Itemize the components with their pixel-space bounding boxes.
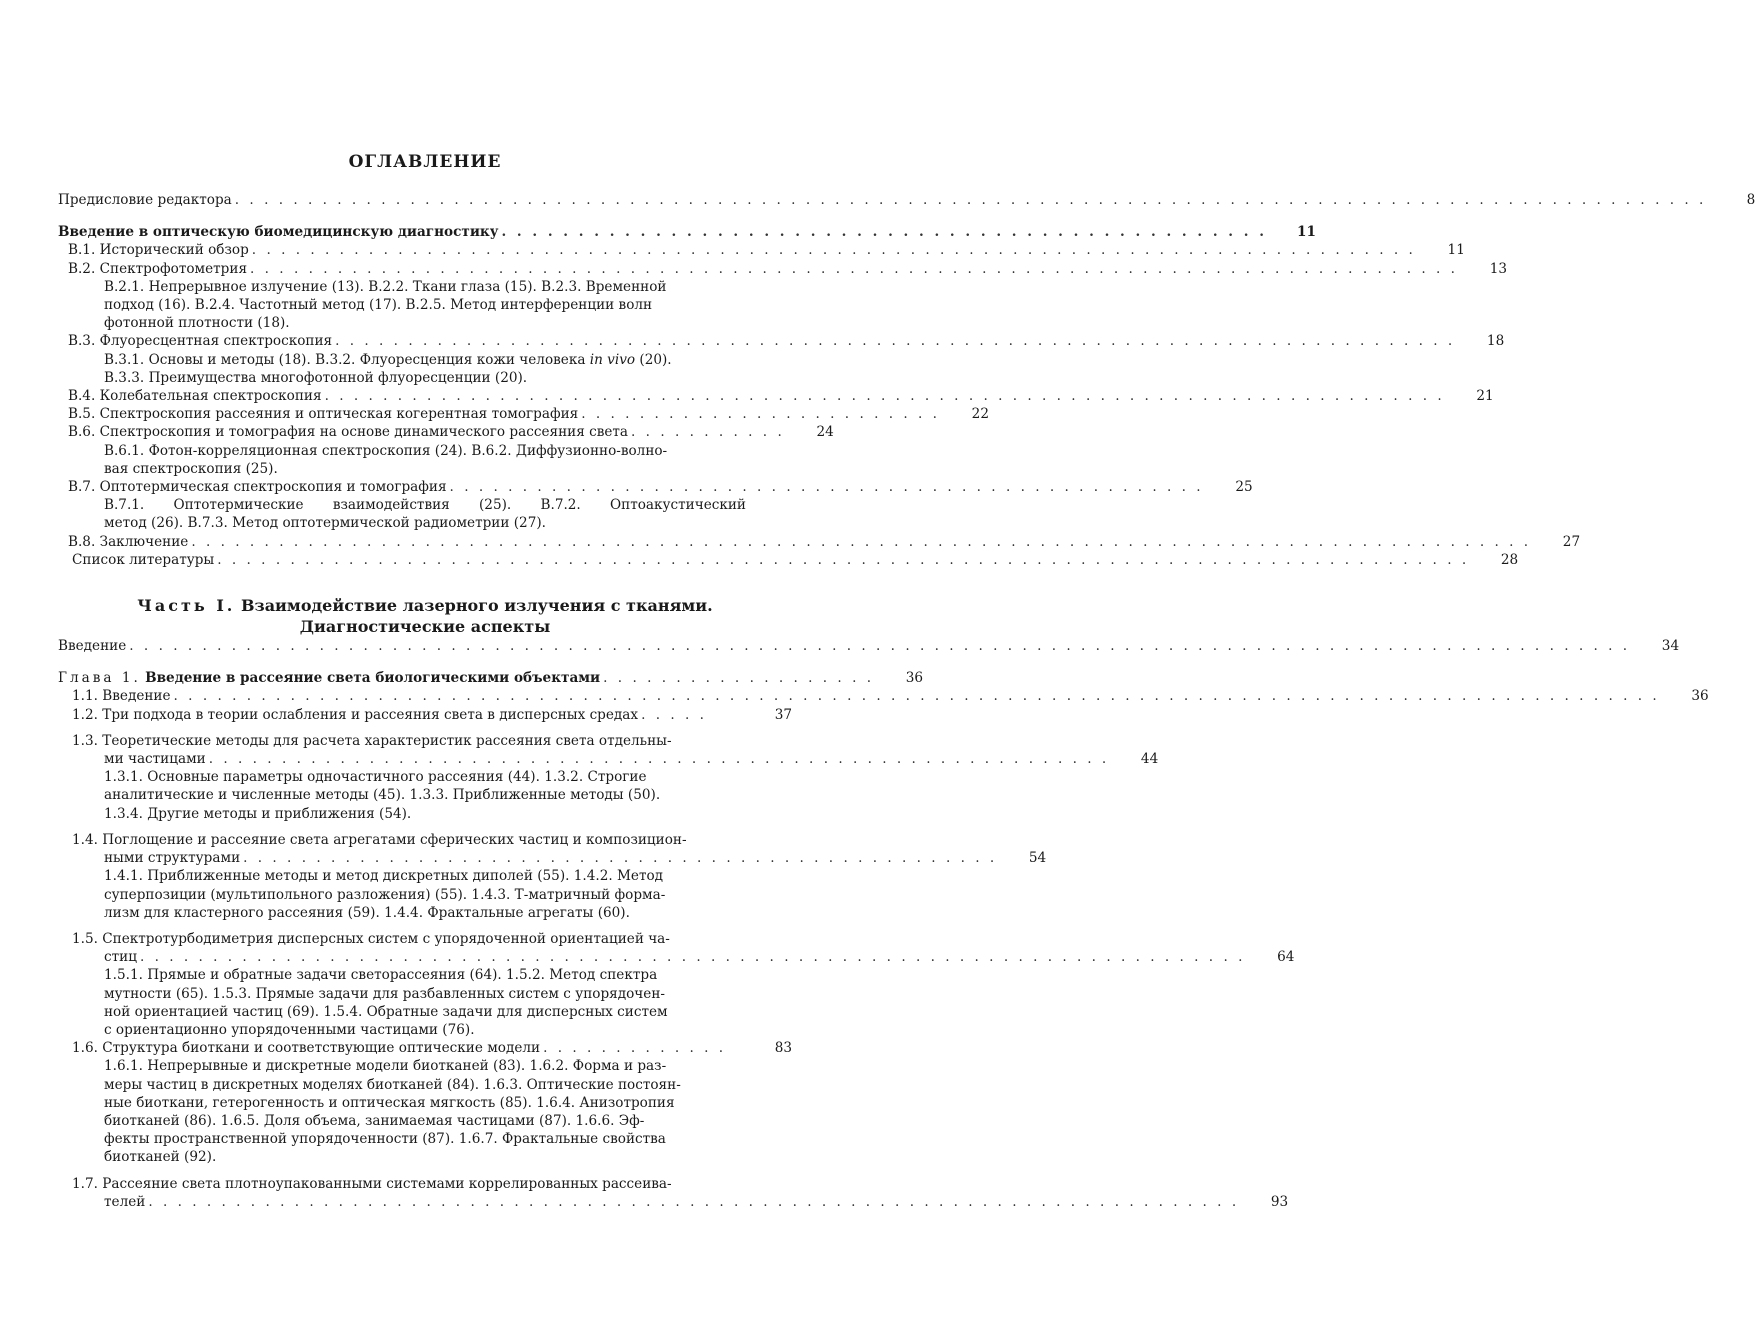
page-number: 83: [774, 1040, 792, 1057]
leader-dots: . . . . .: [641, 706, 707, 723]
toc-entry-b3[interactable]: В.3. Флуоресцентная спектроскопия . . . . . . . . . . . . . . . . . . . . . . . . . . . . . . . . . . . . . . . . . . . . . . . . . . . . . . . . . . . . . . . . . . . . . . . . . . . . . 18: [68, 333, 1505, 350]
page-number: 36: [905, 670, 924, 687]
toc-entry-1-4[interactable]: 1.4. Поглощение и рассеяние света агрегатами сферических частиц и композицион- ными структурами . . . . . . . . . . . . . . . . . . . . . . . . . . . . . . . . . . . . . . . . . . . . . . . . . . . . 54: [72, 831, 1047, 867]
toc-entry-1-3[interactable]: 1.3. Теоретические методы для расчета характеристик рассеяния света отдельны- ми частицами . . . . . . . . . . . . . . . . . . . . . . . . . . . . . . . . . . . . . . . . . . . . . . . . . . . . . . . . . . . . . . 44: [72, 732, 1159, 768]
toc-subsections-b2: В.2.1. Непрерывное излучение (13). В.2.2. Ткани глаза (15). В.2.3. Временной подход (16). В.2.4. Частотный метод (17). В.2.5. Метод интерференции волн фотонной плотности (18).: [104, 278, 667, 332]
page-number: 93: [1270, 1193, 1289, 1210]
page-number: 34: [1661, 638, 1680, 655]
leader-dots: . . . . . . . . . . . . .: [543, 1040, 727, 1057]
toc-entry-1-6[interactable]: 1.6. Структура биоткани и соответствующие оптические модели . . . . . . . . . . . . . 83: [72, 1040, 792, 1057]
toc-subsections-b7: В.7.1. Оптотермические взаимодействия (25). В.7.2. Оптоакустический метод (26). В.7.3. Метод оптотермической радиометрии (27).: [104, 497, 746, 532]
toc-entry-b4[interactable]: В.4. Колебательная спектроскопия . . . . . . . . . . . . . . . . . . . . . . . . . . . . . . . . . . . . . . . . . . . . . . . . . . . . . . . . . . . . . . . . . . . . . . . . . . . . . 21: [68, 388, 1494, 405]
page-number: 11: [1297, 224, 1316, 241]
leader-dots: . . . . . . . . . . . . . . . . . . . . . . . . . . . . . . . . . . . . . . . . . . . . . . . . . . . . . . . . . . . . . . . . . . . . . . . . . . . . . . . . . . . . . .: [217, 551, 1470, 568]
page-number: 18: [1486, 333, 1505, 350]
leader-dots: . . . . . . . . . . . . . . . . . . . . . . . . . . . . . . . . . . . . . . . . . . . . . . . . . . . . . . . . . . . . . . . . . . . . . . . . . . . . .: [335, 333, 1456, 350]
leader-dots: . . . . . . . . . . . . . . . . . . . . . . . . . . . . . . . . . . . . . . . . . . . . . . . . . . . . . . . . . . . . . . . . . . . . . . . . . . . . . . . . . . . . . . . . . . . . . . . . . . . . . .: [173, 688, 1660, 705]
toc-entry-b1[interactable]: В.1. Исторический обзор . . . . . . . . . . . . . . . . . . . . . . . . . . . . . . . . . . . . . . . . . . . . . . . . . . . . . . . . . . . . . . . . . . . . . . . . . . . . . . . . 11: [68, 242, 1465, 259]
toc-subsections-1-4: 1.4.1. Приближенные методы и метод дискретных диполей (55). 1.4.2. Метод суперпозиции (мультипольного разложения) (55). 1.4.3. Т-матричный форма- лизм для кластерного рассеяния (59). 1.4.4. Фрактальные агрегаты (60).: [104, 868, 666, 921]
toc-entry-chapter-1[interactable]: Глава 1. Введение в рассеяние света биологическими объектами . . . . . . . . . . . . . . . . . . . 36: [58, 670, 924, 687]
leader-dots: . . . . . . . . . . . . . . . . . . . . . . . . . . . . . . . . . . . . . . . . . . . . . . . . . . . . . . . . . . . . . . . . . . . . . . . . . . . . . . . . . . .: [250, 260, 1458, 277]
leader-dots: . . . . . . . . . . . . . . . . . . . . . . . . . . . . . . . . . . . . . . . . . . . . . . . . . . . . . . . . . . . . . .: [208, 751, 1110, 768]
toc-entry-part-intro[interactable]: Введение . . . . . . . . . . . . . . . . . . . . . . . . . . . . . . . . . . . . . . . . . . . . . . . . . . . . . . . . . . . . . . . . . . . . . . . . . . . . . . . . . . . . . . . . . . . . . . . . . . . . . . . 34: [58, 638, 1680, 655]
toc-entry-references[interactable]: Список литературы . . . . . . . . . . . . . . . . . . . . . . . . . . . . . . . . . . . . . . . . . . . . . . . . . . . . . . . . . . . . . . . . . . . . . . . . . . . . . . . . . . . . . . 28: [72, 551, 1519, 568]
toc-entry-1-2[interactable]: 1.2. Три подхода в теории ослабления и рассеяния света в дисперсных средах . . . . . 37: [72, 706, 792, 723]
page-number: 8: [1746, 192, 1755, 208]
page-number: 64: [1277, 949, 1295, 966]
leader-dots: . . . . . . . . . . . . . . . . . . . . . . . . . . . . . . . . . . . . . . . . . . . . . . . . . .: [501, 224, 1267, 241]
toc-page: [58, 150, 1755, 1211]
toc-entry-1-7[interactable]: 1.7. Рассеяние света плотноупакованными системами коррелированных рассеива- телей . . . . . . . . . . . . . . . . . . . . . . . . . . . . . . . . . . . . . . . . . . . . . . . . . . . . . . . . . . . . . . . . . . . . . . . . . . . 93: [72, 1175, 1289, 1210]
page-number: 22: [971, 406, 989, 423]
leader-dots: . . . . . . . . . . . . . . . . . . . . . . . . . . . . . . . . . . . . . . . . . . . . . . . . . . . .: [449, 479, 1204, 496]
leader-dots: . . . . . . . . . . . . . . . . . . . . . . . . . . . . . . . . . . . . . . . . . . . . . . . . . . . . . . . . . . . . . . . . . . . . . . . . . . . . . . . .: [251, 242, 1416, 259]
leader-dots: . . . . . . . . . . . . . . . . . . . . . . . . .: [581, 406, 940, 423]
toc-subsections-b6: В.6.1. Фотон-корреляционная спектроскопия (24). В.6.2. Диффузионно-волно- вая спектроскопия (25).: [104, 442, 668, 477]
toc-entry-b5[interactable]: В.5. Спектроскопия рассеяния и оптическая когерентная томография . . . . . . . . . . . . . . . . . . . . . . . . . 22: [68, 406, 989, 423]
page-title: ОГЛАВЛЕНИЕ: [348, 152, 502, 172]
page-number: 11: [1447, 242, 1465, 259]
leader-dots: . . . . . . . . . . . . . . . . . . . . . . . . . . . . . . . . . . . . . . . . . . . . . . . . . . . .: [243, 850, 998, 867]
page-number: 27: [1562, 533, 1581, 550]
toc-subsections-1-6: 1.6.1. Непрерывные и дискретные модели биотканей (83). 1.6.2. Форма и раз- меры частиц в дискретных моделях биотканей (84). 1.6.3. Оптические постоян- ные биоткани, гетерогенность и оптическая мягкость (85). 1.6.4. Анизотропия биотканей (86). 1.6.5. Доля объема, занимаемая частицами (87). 1.6.6. Эф- фекты пространственной упорядоченности (87). 1.6.7. Фрактальные свойства биотканей (92).: [104, 1058, 681, 1166]
toc-subsections-b3: В.3.1. Основы и методы (18). В.3.2. Флуоресценция кожи человека in vivo (20). В.3.3. Преимущества многофотонной флуоресценции (20).: [104, 351, 672, 386]
page-number: 28: [1500, 551, 1519, 568]
toc-entry-intro-title[interactable]: Введение в оптическую биомедицинскую диагностику . . . . . . . . . . . . . . . . . . . . . . . . . . . . . . . . . . . . . . . . . . . . . . . . . . 11: [58, 224, 1316, 241]
page-number: 13: [1489, 260, 1507, 277]
toc-entry-b6[interactable]: В.6. Спектроскопия и томография на основе динамического рассеяния света . . . . . . . . . . . 24: [68, 424, 834, 441]
toc-entry-b8[interactable]: В.8. Заключение . . . . . . . . . . . . . . . . . . . . . . . . . . . . . . . . . . . . . . . . . . . . . . . . . . . . . . . . . . . . . . . . . . . . . . . . . . . . . . . . . . . . . . . . . . . . 27: [68, 533, 1581, 550]
toc-subsections-1-3: 1.3.1. Основные параметры одночастичного рассеяния (44). 1.3.2. Строгие аналитические и численные методы (45). 1.3.3. Приближенные методы (50). 1.3.4. Другие методы и приближения (54).: [104, 769, 661, 822]
toc-entry-b7[interactable]: В.7. Оптотермическая спектроскопия и томография . . . . . . . . . . . . . . . . . . . . . . . . . . . . . . . . . . . . . . . . . . . . . . . . . . . . 25: [68, 479, 1253, 496]
page-number: 25: [1235, 479, 1253, 496]
toc-entry-1-5[interactable]: 1.5. Спектротурбодиметрия дисперсных систем с упорядоченной ориентацией ча- стиц . . . . . . . . . . . . . . . . . . . . . . . . . . . . . . . . . . . . . . . . . . . . . . . . . . . . . . . . . . . . . . . . . . . . . . . . . . . . 64: [72, 930, 1295, 966]
leader-dots: . . . . . . . . . . . . . . . . . . .: [603, 670, 875, 687]
part-title: Часть I. Взаимодействие лазерного излучения с тканями.: [137, 596, 713, 616]
leader-dots: . . . . . . . . . . . . . . . . . . . . . . . . . . . . . . . . . . . . . . . . . . . . . . . . . . . . . . . . . . . . . . . . . . . . . . . . . . . . .: [324, 388, 1445, 405]
part-subtitle: Диагностические аспекты: [299, 617, 551, 637]
leader-dots: . . . . . . . . . . .: [631, 424, 785, 441]
toc-entry-1-1[interactable]: 1.1. Введение . . . . . . . . . . . . . . . . . . . . . . . . . . . . . . . . . . . . . . . . . . . . . . . . . . . . . . . . . . . . . . . . . . . . . . . . . . . . . . . . . . . . . . . . . . . . . . . . . . . . . . 36: [72, 688, 1709, 705]
page-number: 44: [1140, 751, 1159, 768]
leader-dots: . . . . . . . . . . . . . . . . . . . . . . . . . . . . . . . . . . . . . . . . . . . . . . . . . . . . . . . . . . . . . . . . . . . . . . . . . . . . . . . . . . . . . . . . . . . . . . . . . . . . . . .: [129, 638, 1631, 655]
page-number: 21: [1476, 388, 1494, 405]
toc-subsections-1-5: 1.5.1. Прямые и обратные задачи светорассеяния (64). 1.5.2. Метод спектра мутности (65). 1.5.3. Прямые задачи для разбавленных систем с упорядочен- ной ориентацией частиц (69). 1.5.4. Обратные задачи для дисперсных систем с ориентационно упорядоченными частицами (76).: [104, 967, 668, 1038]
toc-entry-preface[interactable]: Предисловие редактора . . . . . . . . . . . . . . . . . . . . . . . . . . . . . . . . . . . . . . . . . . . . . . . . . . . . . . . . . . . . . . . . . . . . . . . . . . . . . . . . . . . . . . . . . . . . . . . . . . . . . 8: [58, 192, 1755, 208]
leader-dots: . . . . . . . . . . . . . . . . . . . . . . . . . . . . . . . . . . . . . . . . . . . . . . . . . . . . . . . . . . . . . . . . . . . . . . . . . . . . . . . . . . . . . . . . . . . .: [191, 533, 1532, 550]
page-number: 36: [1691, 688, 1709, 705]
leader-dots: . . . . . . . . . . . . . . . . . . . . . . . . . . . . . . . . . . . . . . . . . . . . . . . . . . . . . . . . . . . . . . . . . . . . . . . . . . . .: [139, 949, 1246, 966]
leader-dots: . . . . . . . . . . . . . . . . . . . . . . . . . . . . . . . . . . . . . . . . . . . . . . . . . . . . . . . . . . . . . . . . . . . . . . . . . . .: [148, 1193, 1240, 1210]
page-number: 24: [816, 424, 834, 441]
leader-dots: . . . . . . . . . . . . . . . . . . . . . . . . . . . . . . . . . . . . . . . . . . . . . . . . . . . . . . . . . . . . . . . . . . . . . . . . . . . . . . . . . . . . . . . . . . . . . . . . . . . . .: [234, 192, 1707, 208]
toc-entry-b2[interactable]: В.2. Спектрофотометрия . . . . . . . . . . . . . . . . . . . . . . . . . . . . . . . . . . . . . . . . . . . . . . . . . . . . . . . . . . . . . . . . . . . . . . . . . . . . . . . . . . . 13: [68, 260, 1507, 277]
page-number: 37: [774, 706, 792, 723]
page-number: 54: [1028, 850, 1047, 867]
